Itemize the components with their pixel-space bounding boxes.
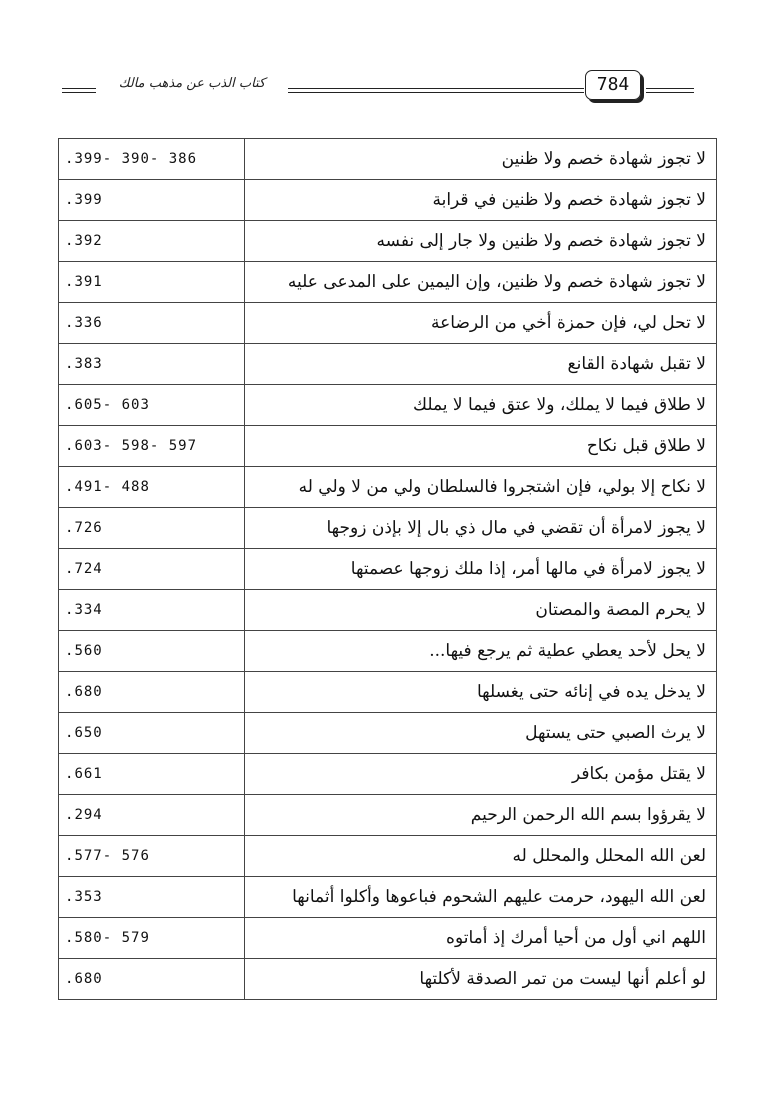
page-references-cell — [59, 139, 245, 180]
table-body — [59, 139, 717, 1000]
page-references: 597 -598 -603. — [65, 438, 198, 454]
hadith-text: لا يجوز لامرأة في مالها أمر، إذا ملك زوجها عصمتها — [245, 549, 717, 590]
page-references-cell — [59, 262, 245, 303]
page-references: 294. — [65, 807, 103, 823]
table-row — [59, 672, 717, 713]
page-references: 399. — [65, 192, 103, 208]
table-row — [59, 385, 717, 426]
table-row — [59, 344, 717, 385]
page-references: 353. — [65, 889, 103, 905]
page-references-cell — [59, 385, 245, 426]
page-references-cell — [59, 344, 245, 385]
hadith-text: لعن الله المحلل والمحلل له — [245, 836, 717, 877]
hadith-text: لا نكاح إلا بولي، فإن اشتجروا فالسلطان ولي من لا ولي له — [245, 467, 717, 508]
page-references-cell — [59, 795, 245, 836]
page-references-cell — [59, 303, 245, 344]
hadith-text: لا يرث الصبي حتى يستهل — [245, 713, 717, 754]
hadith-text: لا يقرؤوا بسم الله الرحمن الرحيم — [245, 795, 717, 836]
page-references-cell — [59, 877, 245, 918]
table-row — [59, 836, 717, 877]
page-references: 488 -491. — [65, 479, 150, 495]
table-row — [59, 180, 717, 221]
table-row — [59, 262, 717, 303]
table-row — [59, 590, 717, 631]
table-row — [59, 754, 717, 795]
table-row — [59, 549, 717, 590]
page-references: 680. — [65, 684, 103, 700]
page-references-cell — [59, 508, 245, 549]
page-references: 680. — [65, 971, 103, 987]
hadith-text: لا يدخل يده في إنائه حتى يغسلها — [245, 672, 717, 713]
page-references-cell — [59, 426, 245, 467]
page-references-cell — [59, 959, 245, 1000]
table-row — [59, 139, 717, 180]
hadith-text: لا يحل لأحد يعطي عطية ثم يرجع فيها... — [245, 631, 717, 672]
table-row — [59, 303, 717, 344]
table-row — [59, 221, 717, 262]
running-title: كتاب الذب عن مذهب مالك — [118, 76, 266, 91]
page-header — [0, 64, 761, 108]
page-references-cell — [59, 549, 245, 590]
table-row — [59, 631, 717, 672]
page-references-cell — [59, 918, 245, 959]
page-references: 383. — [65, 356, 103, 372]
page-references: 334. — [65, 602, 103, 618]
hadith-text: اللهم اني أول من أحيا أمرك إذ أماتوه — [245, 918, 717, 959]
hadith-text: لعن الله اليهود، حرمت عليهم الشحوم فباعوها وأكلوا أثمانها — [245, 877, 717, 918]
page-references-cell — [59, 713, 245, 754]
page-references: 386 -390 -399. — [65, 151, 198, 167]
page-references: 560. — [65, 643, 103, 659]
page-references: 724. — [65, 561, 103, 577]
hadith-text: لا تجوز شهادة خصم ولا ظنين في قرابة — [245, 180, 717, 221]
hadith-text: لا تحل لي، فإن حمزة أخي من الرضاعة — [245, 303, 717, 344]
table-row — [59, 467, 717, 508]
page-references-cell — [59, 467, 245, 508]
table-row — [59, 508, 717, 549]
hadith-text: لا يجوز لامرأة أن تقضي في مال ذي بال إلا بإذن زوجها — [245, 508, 717, 549]
page-references-cell — [59, 631, 245, 672]
hadith-index-table — [58, 138, 717, 1000]
hadith-text: لا طلاق قبل نكاح — [245, 426, 717, 467]
page-references: 726. — [65, 520, 103, 536]
hadith-text: لا تجوز شهادة خصم ولا ظنين، وإن اليمين على المدعى عليه — [245, 262, 717, 303]
hadith-text: لا طلاق فيما لا يملك، ولا عتق فيما لا يملك — [245, 385, 717, 426]
page-references-cell — [59, 180, 245, 221]
hadith-text: لا يقتل مؤمن بكافر — [245, 754, 717, 795]
table-row — [59, 713, 717, 754]
page-references: 576 -577. — [65, 848, 150, 864]
hadith-text: لا تقبل شهادة القانع — [245, 344, 717, 385]
page-references: 650. — [65, 725, 103, 741]
page-references: 661. — [65, 766, 103, 782]
page-references-cell — [59, 836, 245, 877]
header-rule-right — [646, 88, 694, 93]
hadith-text: لا يحرم المصة والمصتان — [245, 590, 717, 631]
page-references: 392. — [65, 233, 103, 249]
hadith-text: لو أعلم أنها ليست من تمر الصدقة لأكلتها — [245, 959, 717, 1000]
table-row — [59, 795, 717, 836]
table-row — [59, 426, 717, 467]
page-references-cell — [59, 672, 245, 713]
hadith-text: لا تجوز شهادة خصم ولا ظنين — [245, 139, 717, 180]
page-references: 603 -605. — [65, 397, 150, 413]
page-references: 336. — [65, 315, 103, 331]
page-references-cell — [59, 221, 245, 262]
table-row — [59, 959, 717, 1000]
page-number: 784 — [585, 70, 641, 100]
hadith-text: لا تجوز شهادة خصم ولا ظنين ولا جار إلى نفسه — [245, 221, 717, 262]
table-row — [59, 918, 717, 959]
page-references: 579 -580. — [65, 930, 150, 946]
page-references: 391. — [65, 274, 103, 290]
header-rule-left — [62, 88, 96, 93]
page-references-cell — [59, 590, 245, 631]
table-row — [59, 877, 717, 918]
page-references-cell — [59, 754, 245, 795]
header-rule-middle — [288, 88, 584, 93]
